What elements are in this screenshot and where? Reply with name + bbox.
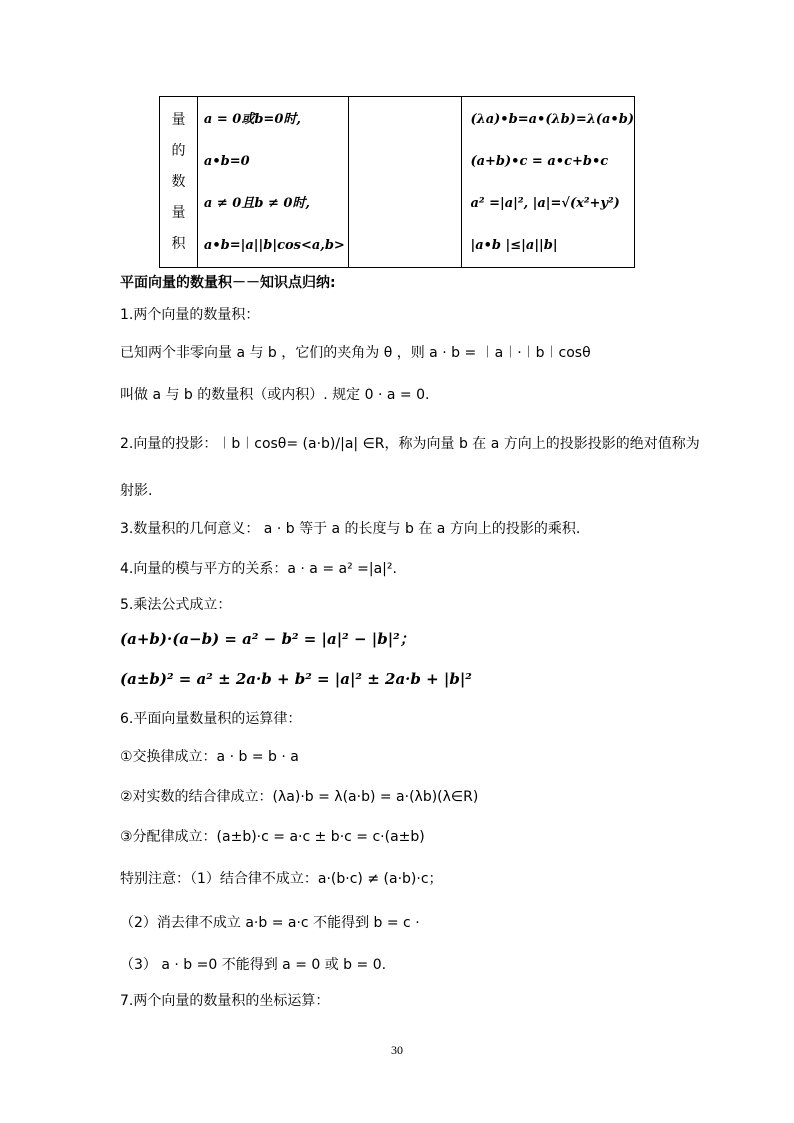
item-1-title: 1.两个向量的数量积： [120,307,260,323]
name-char: 积 [171,236,186,252]
law-line: a² =|a|², |a|=√(x²+y²) [470,196,620,211]
law-line: (λa)•b=a•(λb)=λ(a•b) [470,112,634,127]
geometric-meaning: 3.数量积的几何意义： a · b 等于 a 的长度与 b 在 a 方向上的投影的乘积. [120,521,581,537]
projection-line-cont: 射影. [120,483,153,499]
distributive-law: ③分配律成立：(a±b)·c = a·c ± b·c = c·(a±b) [120,829,425,845]
name-char: 数 [171,174,186,190]
page-number: 30 [391,1043,403,1057]
definition-line: a = 0或b=0时, [203,112,301,127]
dot-product-definition: 已知两个非零向量 a 与 b ，它们的夹角为 θ ，则 a · b = ︱a︱·︱b︱cosθ [120,345,591,361]
item-7-title: 7.两个向量的数量积的坐标运算： [120,993,330,1009]
name-char: 量 [171,205,186,221]
row-name-cell [160,97,198,268]
dot-product-definition-cont: 叫做 a 与 b 的数量积（或内积）. 规定 0 · a = 0. [120,387,430,403]
definition-line: a•b=|a||b|cos<a,b> [203,238,345,253]
laws-cell [462,97,635,268]
row-name-vertical [160,97,197,260]
vector-properties-table [159,96,635,268]
note-zero-product: （3） a · b =0 不能得到 a = 0 或 b = 0. [120,957,387,973]
norm-square-relation: 4.向量的模与平方的关系：a · a = a² =|a|². [120,561,397,577]
note-associative-fails: 特别注意：（1）结合律不成立：a·(b·c) ≠ (a·b)·c； [120,871,443,887]
commutative-law: ①交换律成立：a · b = b · a [120,749,299,765]
item-5-title: 5.乘法公式成立： [120,597,232,613]
definition-line: a•b=0 [203,154,250,169]
law-line: |a•b |≤|a||b| [470,238,558,253]
definition-cell [197,97,348,268]
name-char: 的 [171,143,186,159]
item-6-title: 6.平面向量数量积的运算律： [120,711,302,727]
definition-line: a ≠ 0且b ≠ 0时, [203,196,310,211]
projection-line: 2.向量的投影：︱b︱cosθ= (a·b)/|a| ∈R，称为向量 b 在 a 方向上的投影投影的绝对值称为 [120,436,700,452]
geometry-cell [348,97,462,268]
formula-difference-of-squares: (a+b)·(a−b) = a² − b² = |a|² − |b|²； [120,630,415,648]
formula-square-expansion: (a±b)² = a² ± 2a·b + b² = |a|² ± 2a·b + |b|² [120,670,472,688]
associative-law-scalar: ②对实数的结合律成立：(λa)·b = λ(a·b) = a·(λb)(λ∈R) [120,789,479,805]
note-cancellation-fails: （2）消去律不成立 a·b = a·c 不能得到 b = c · [120,915,420,931]
section-heading: 平面向量的数量积－－知识点归纳: [120,275,336,291]
law-line: (a+b)•c = a•c+b•c [470,154,609,169]
name-char: 量 [171,112,186,128]
